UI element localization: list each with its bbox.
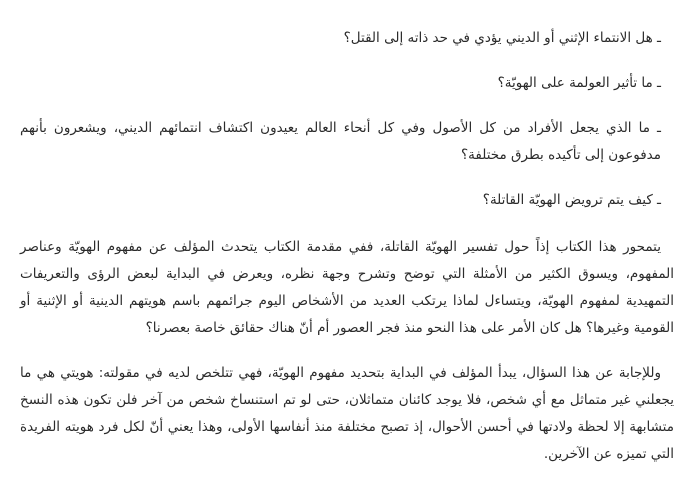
paragraph-1: يتمحور هذا الكتاب إذاً حول تفسير الهويّة القاتلة، ففي مقدمة الكتاب يتحدث المؤلف عن مفهوم الهويّة وعناصر المفهوم، ويسوق الكثير من الأمثلة التي توضح وتشرح وجهة نظره، ويعرض في البداية لبعض الرؤى والتعريفات التمهيدية لمفهوم الهويّة، ويتساءل لماذا يرتكب العديد من الأشخاص اليوم جرائمهم باسم هويتهم الدينية أو الإثنية أو القومية وغيرها؟ هل كان الأمر على هذا النحو منذ فجر العصور أم أنّ هناك حقائق خاصة بعصرنا؟: [20, 239, 674, 336]
paragraph-2: وللإجابة عن هذا السؤال، يبدأ المؤلف في البداية بتحديد مفهوم الهويّة، فهي تتلخص لديه في مقولته: هويتي هي ما يجعلني غير متماثل مع أي شخص، فلا يوجد كائنان متماثلان، حتى لو تم استنساخ شخص من آخر فلن تكون هذه النسخ متشابهة إلا لحظة ولادتها في أحسن الأحوال، إذ تصبح مختلفة منذ أنفاسها الأولى، وهذا يعني أنّ لكل فرد هويته الفريدة التي تميزه عن الآخرين.: [20, 365, 674, 462]
question-4: ـ كيف يتم ترويض الهويّة القاتلة؟: [482, 192, 661, 208]
question-3: ـ ما الذي يجعل الأفراد من كل الأصول وفي كل أنحاء العالم يعيدون اكتشاف انتمائهم الديني، ويشعرون بأنهم مدفوعون إلى تأكيده بطرق مختلفة؟: [20, 120, 661, 163]
question-1: ـ هل الانتماء الإثني أو الديني يؤدي في حد ذاته إلى القتل؟: [343, 30, 661, 46]
question-2: ـ ما تأثير العولمة على الهويّة؟: [497, 75, 661, 91]
